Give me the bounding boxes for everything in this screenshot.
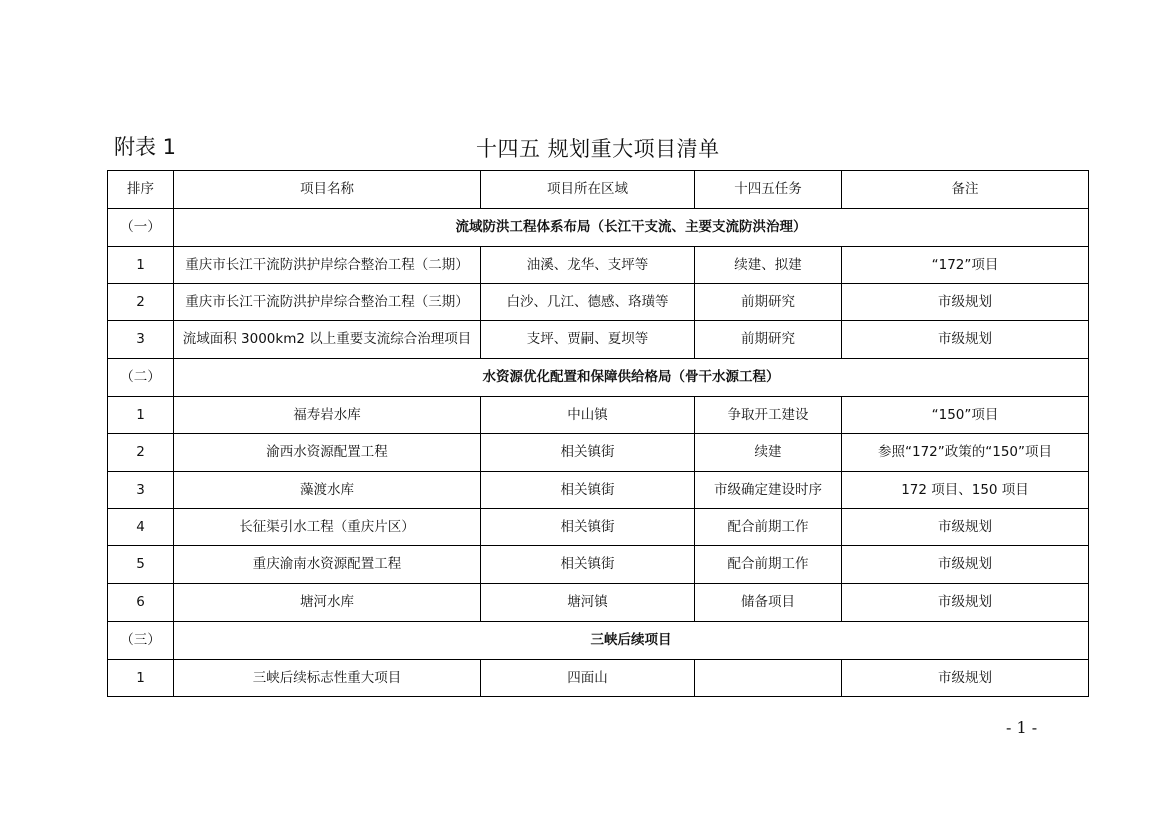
project-note: 市级规划 [842,546,1089,584]
header-cell-note: 备注 [842,171,1089,209]
project-name: 重庆渝南水资源配置工程 [174,546,481,584]
section-index: （三） [108,622,174,660]
project-task: 市级确定建设时序 [695,472,842,509]
table-header-row [108,171,1089,209]
project-table [107,170,1089,697]
project-name: 重庆市长江干流防洪护岸综合整治工程（二期） [174,247,481,284]
table-row [108,397,1089,434]
project-task: 续建、拟建 [695,247,842,284]
project-area: 四面山 [481,660,695,697]
project-area: 中山镇 [481,397,695,434]
row-number: 3 [108,472,174,509]
project-task: 前期研究 [695,321,842,359]
section-header-row [108,359,1089,397]
section-title: 水资源优化配置和保障供给格局（骨干水源工程） [174,359,1089,397]
project-area: 油溪、龙华、支坪等 [481,247,695,284]
section-index: （一） [108,209,174,247]
project-name: 流域面积 3000km2 以上重要支流综合治理项目 [174,321,481,359]
project-task: 配合前期工作 [695,509,842,546]
project-area: 白沙、几江、德感、珞璜等 [481,284,695,321]
project-note: 市级规划 [842,660,1089,697]
project-task: 配合前期工作 [695,546,842,584]
table-row [108,509,1089,546]
table-row [108,434,1089,472]
header-cell-task: 十四五任务 [695,171,842,209]
project-name: 福寿岩水库 [174,397,481,434]
project-note: 市级规划 [842,284,1089,321]
project-name: 藻渡水库 [174,472,481,509]
row-number: 6 [108,584,174,622]
row-number: 3 [108,321,174,359]
row-number: 1 [108,397,174,434]
section-title: 流域防洪工程体系布局（长江干支流、主要支流防洪治理） [174,209,1089,247]
project-name: 重庆市长江干流防洪护岸综合整治工程（三期） [174,284,481,321]
table-row [108,660,1089,697]
section-header-row [108,209,1089,247]
table-row [108,584,1089,622]
row-number: 4 [108,509,174,546]
header-cell-name: 项目名称 [174,171,481,209]
project-task: 储备项目 [695,584,842,622]
section-title: 三峡后续项目 [174,622,1089,660]
row-number: 1 [108,660,174,697]
project-area: 相关镇街 [481,509,695,546]
project-area: 塘河镇 [481,584,695,622]
row-number: 2 [108,434,174,472]
row-number: 2 [108,284,174,321]
section-index: （二） [108,359,174,397]
project-task: 前期研究 [695,284,842,321]
header-cell-area: 项目所在区域 [481,171,695,209]
row-number: 5 [108,546,174,584]
project-area: 相关镇街 [481,546,695,584]
table-row [108,284,1089,321]
document-title: 十四五 规划重大项目清单 [476,137,720,161]
project-name: 渝西水资源配置工程 [174,434,481,472]
attachment-label: 附表 1 [114,135,177,159]
project-name: 塘河水库 [174,584,481,622]
table-row [108,546,1089,584]
table-row [108,321,1089,359]
table-row [108,247,1089,284]
project-note: 市级规划 [842,584,1089,622]
table-row [108,472,1089,509]
project-name: 三峡后续标志性重大项目 [174,660,481,697]
project-note: 172 项目、150 项目 [842,472,1089,509]
project-note: “150”项目 [842,397,1089,434]
row-number: 1 [108,247,174,284]
project-note: 市级规划 [842,509,1089,546]
project-task: 争取开工建设 [695,397,842,434]
project-note: 参照“172”政策的“150”项目 [842,434,1089,472]
project-task: 续建 [695,434,842,472]
project-area: 相关镇街 [481,472,695,509]
project-note: 市级规划 [842,321,1089,359]
project-task [695,660,842,697]
project-area: 支坪、贾嗣、夏坝等 [481,321,695,359]
page-number: - 1 - [1006,718,1038,737]
header-cell-order: 排序 [108,171,174,209]
project-name: 长征渠引水工程（重庆片区） [174,509,481,546]
project-area: 相关镇街 [481,434,695,472]
section-header-row [108,622,1089,660]
project-note: “172”项目 [842,247,1089,284]
